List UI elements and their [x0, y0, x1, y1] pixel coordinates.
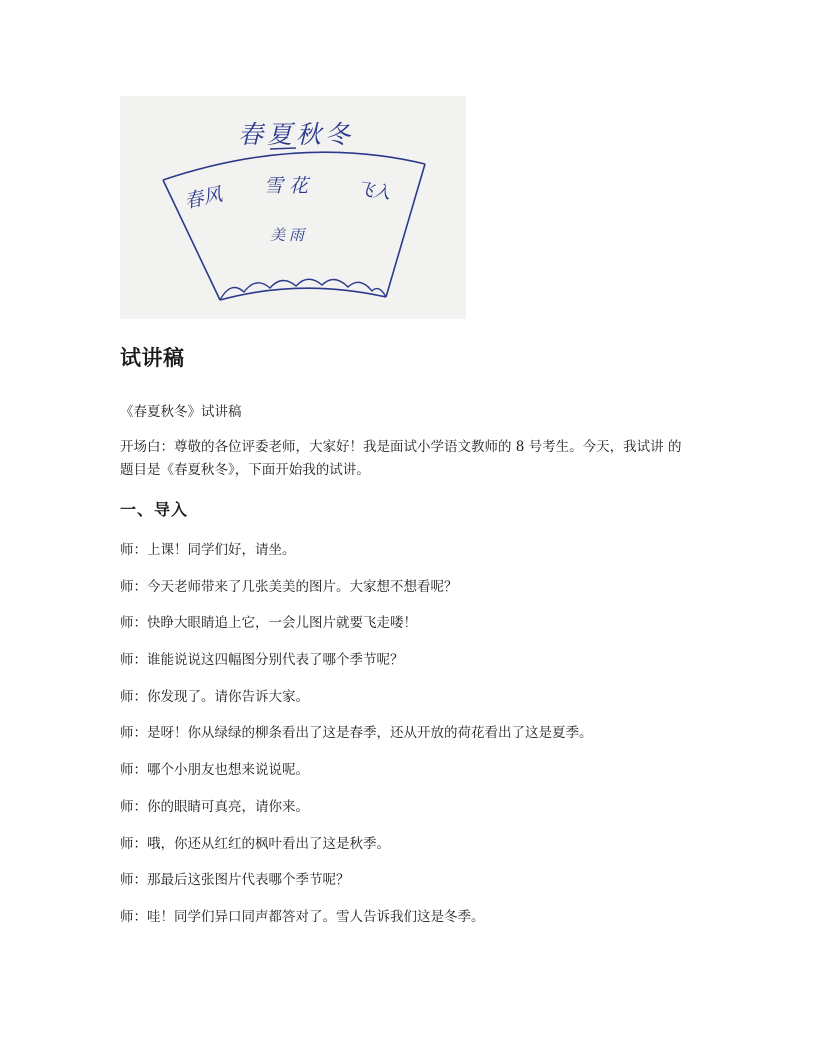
document-title: 试讲稿	[120, 346, 185, 370]
dialogue-line: 师：快睁大眼睛追上它，一会儿图片就要飞走喽！	[120, 615, 417, 632]
dialogue-line: 师：哪个小朋友也想来说说呢。	[120, 762, 309, 779]
handwritten-board-photo	[120, 96, 466, 319]
opening-paragraph: 开场白：尊敬的各位评委老师，大家好！我是面试小学语文教师的 8 号考生。今天，我试讲 的题目是《春夏秋冬》，下面开始我的试讲。	[120, 439, 682, 478]
dialogue-lines	[120, 540, 593, 944]
board-word-1: 春风	[182, 183, 225, 213]
dialogue-line: 师：你发现了。请你告诉大家。	[120, 688, 309, 705]
document-subtitle: 《春夏秋冬》试讲稿	[120, 404, 242, 420]
dialogue-line: 师：哦，你还从红红的枫叶看出了这是秋季。	[120, 835, 390, 852]
board-word-4: 美雨	[270, 226, 309, 244]
section-heading-intro: 一、导入	[120, 500, 189, 519]
fan-scallops	[220, 279, 386, 300]
dialogue-line: 师：是呀！你从绿绿的柳条看出了这是春季，还从开放的荷花看出了这是夏季。	[120, 725, 593, 742]
board-word-3: 飞入	[355, 179, 392, 204]
title-underline	[270, 148, 296, 149]
fan-diagram-drawing	[120, 96, 466, 319]
dialogue-line: 师：你的眼睛可真亮，请你来。	[120, 798, 309, 815]
dialogue-line: 师：上课！同学们好，请坐。	[120, 542, 296, 558]
dialogue-line: 师：哇！同学们异口同声都答对了。雪人告诉我们这是冬季。	[120, 908, 485, 925]
fan-right-edge	[386, 164, 425, 297]
dialogue-line: 师：那最后这张图片代表哪个季节呢？	[120, 872, 350, 889]
board-title-text: 春夏秋冬	[238, 120, 355, 149]
dialogue-line: 师：谁能说说这四幅图分别代表了哪个季节呢？	[120, 652, 404, 669]
board-word-2: 雪花	[264, 175, 315, 197]
dialogue-line: 师：今天老师带来了几张美美的图片。大家想不想看呢？	[120, 578, 458, 595]
